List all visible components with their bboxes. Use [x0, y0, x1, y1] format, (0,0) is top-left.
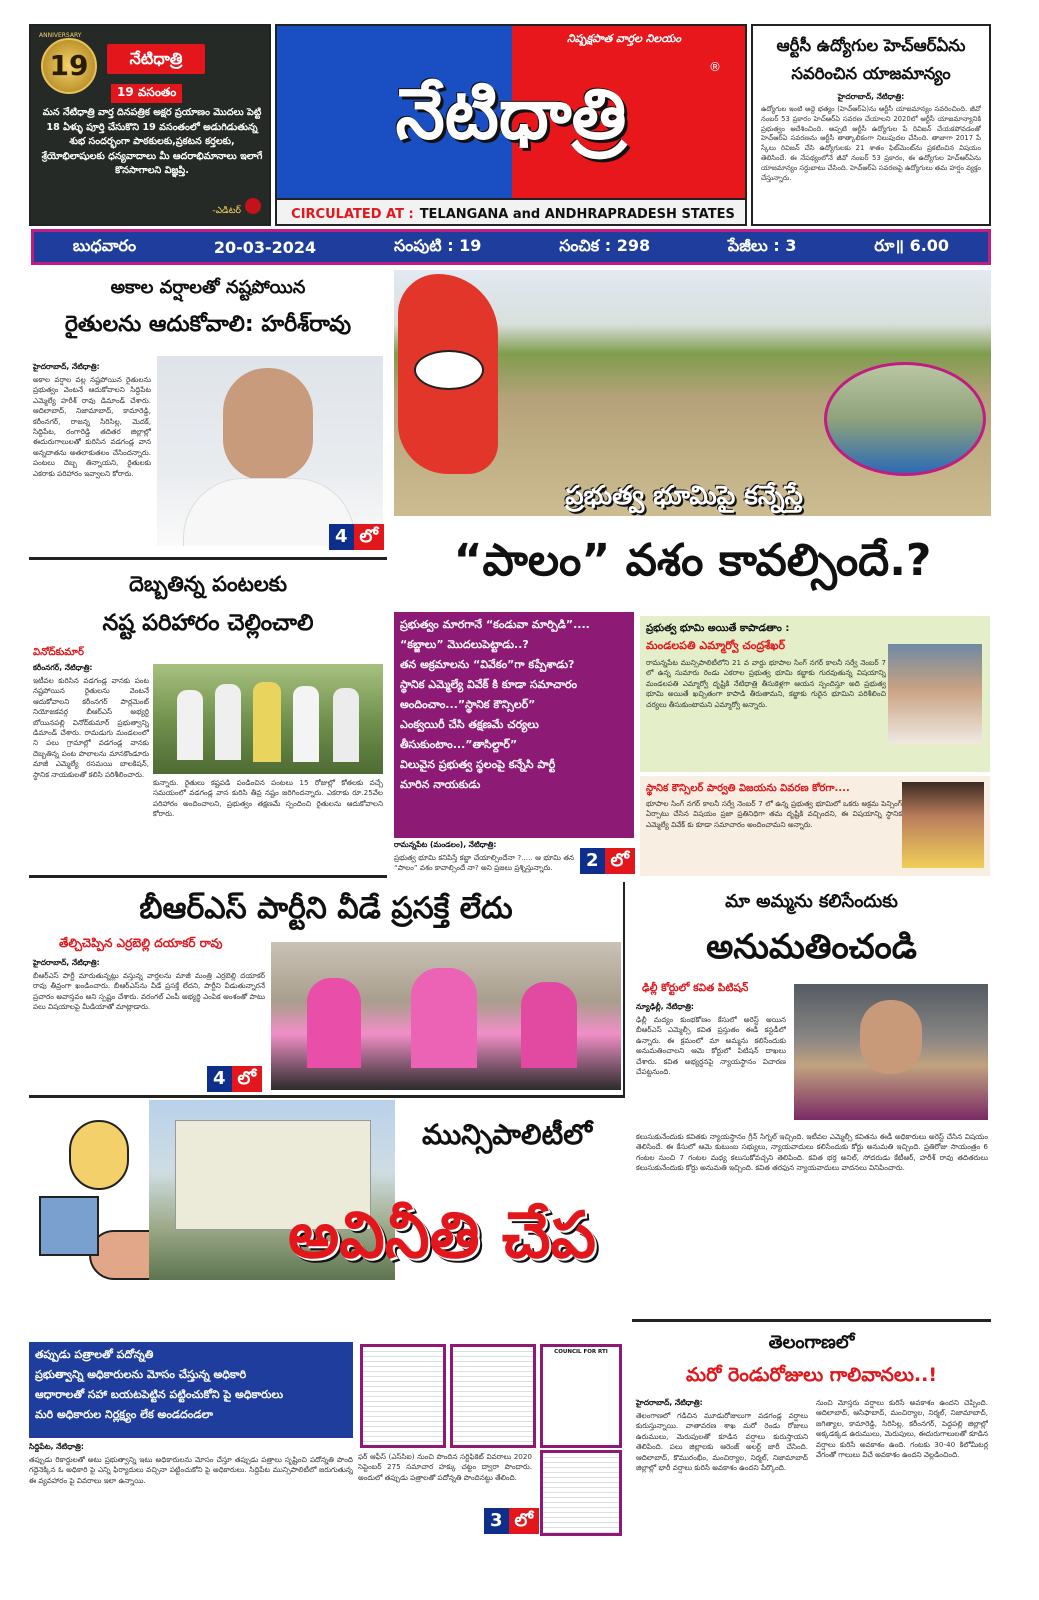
side2-title: స్థానిక కౌన్సిలర్ పార్వతి విజయను వివరణ కోరగా....	[646, 783, 850, 794]
center-bullet-1: ప్రభుత్వం మారగానే “కండువా మార్పిడి”....	[400, 618, 590, 631]
center-sidebar-1	[640, 616, 990, 772]
story1-page-ref	[329, 524, 384, 550]
story1-headline-line2: రైతులను ఆదుకోవాలి: హరీశ్‌రావు	[64, 312, 352, 337]
center-page-number: 2	[580, 848, 605, 874]
story1-dateline: హైదరాబాద్, నేటిధాత్రి:	[33, 362, 100, 371]
rti-document-2	[450, 1344, 536, 1448]
muni-bullet-1: తప్పుడు పత్రాలతో పదోన్నతి	[35, 1348, 154, 1361]
kavitha-headline: అనుమతించండి	[706, 927, 917, 967]
crop-inspection-photo	[153, 664, 383, 774]
issue-info-bar	[31, 229, 991, 265]
muni-page-ref	[484, 1508, 539, 1534]
story2-headline-line1: దెబ్బతిన్న పంటలకు	[129, 572, 287, 596]
top-right-story	[751, 24, 991, 226]
muni-bullet-2: ప్రభుత్వాన్ని అధికారులను మోసం చేస్తున్న అధికారి	[35, 1368, 247, 1381]
muni-body-continued: ఫర్ ఆఫీస్ (ఎస్‌సిఐ) నుంచి పొందిన సర్టిఫికెట్ వివరాలు 2020 సెప్టెంబర్ 275 సమాచార హక్కు చట్టం ద్వారా పొందారు. అందులో తప్పుడు పత్రాలతో పదోన్నతి పొందినట్టు తేలింది.	[358, 1452, 532, 1482]
story2-byline: వినోద్‌కుమార్	[33, 647, 84, 658]
muni-bullet-4: మరి అధికారుల నిర్లక్ష్యం లేక అండదండలా	[35, 1408, 214, 1421]
muni-kicker: మున్సిపాలిటీలో	[421, 1118, 593, 1151]
story-brs	[29, 882, 625, 1098]
brs-page-number: 4	[207, 1066, 232, 1092]
center-dateline: రామన్నపేట (మండలం), నేటిధాత్రి:	[394, 840, 497, 849]
story-municipality	[29, 1100, 625, 1340]
anniversary-heading: 19 వసంతం	[111, 84, 182, 103]
muni-page-suffix: లో	[509, 1508, 540, 1534]
muni-page-number: 3	[484, 1508, 509, 1534]
center-sidebar-2	[640, 776, 990, 876]
rti-document-1	[360, 1344, 446, 1448]
circulation-strip	[277, 198, 747, 226]
tagline: నిష్పక్షపాత వార్తల నిలయం	[567, 32, 681, 45]
rain-body-continued: నుంచి మోస్తరు వర్షాలు కురిసే అవకాశం ఉందని చెప్పింది. ఆదిలాబాద్, ఆసిఫాబాద్, మంచిర్యాల, నిర్మల్, నిజామాబాద్, జగిత్యాల, కామారెడ్డి, సిరిసిల్ల, కరీంనగర్, పెద్దపల్లి జిల్లాల్లో అక్కడక్కడ ఉరుములు, మెరుపులు, ఈదురుగాలులతో కూడిన వర్షాలు కురిసే అవకాశం ఉంది. గంటకు 30-40 కిలోమీటర్ల వేగంతో గాలులు వీచే అవకాశం ఉందని వెల్లడించింది.	[816, 1398, 988, 1460]
story2-headline-line2: నష్ట పరిహారం చెల్లించాలి	[102, 610, 314, 636]
logo-title: నేటిధాత్రి	[395, 73, 627, 155]
circulated-states: TELANGANA and ANDHRAPRADESH STATES	[419, 206, 735, 222]
issue-day: బుధవారం	[72, 235, 137, 255]
side1-subtitle: మండలపతి ఎమ్మార్వో చంద్రశేఖర్	[646, 639, 785, 652]
top-right-dateline: హైదరాబాద్, నేటిధాత్రి:	[837, 92, 905, 101]
anniversary-mini-logo: నేటిధాత్రి	[107, 44, 205, 74]
kavitha-body: ఢిల్లీ మద్యం కుంభకోణం కేసులో అరెస్ట్ అయిన బీఆర్ఎస్ ఎమ్మెల్సీ కవిత ప్రస్తుతం ఈడీ కస్టడీలో ఉన్నారు. ఈ క్రమంలో మా అమ్మను కలిసేందుకు అనుమతించాలని ఆమె కోర్టులో పిటిషన్ దాఖలు చేశారు. కవిత అభ్యర్థనపై న్యాయస్థానం విచారణ చేపట్టనుంది.	[636, 1015, 786, 1077]
story2-body-continued: కున్నారు. రైతులు కష్టపడి పండించిన పంటలు 15 రోజుల్లో కోతలకు వచ్చే సమయంలో వడగండ్ల వాన కురిసి తీవ్ర నష్టం జరిగిందన్నారు. ఎకరాకు రూ.25వేల పరిహారం అందించాలని, ప్రభుత్వం తక్షణమే స్పందించి రైతులను ఆదుకోవాలని కోరారు.	[153, 778, 383, 819]
story1-body: అకాల వర్షాల వల్ల నష్టపోయిన రైతులను ప్రభుత్వం వెంటనే ఆదుకోవాలని సిద్ధిపేట ఎమ్మెల్యే హరీశ్ రావు డిమాండ్ చేశారు. ఆదిలాబాద్, నిజామాబాద్, కామారెడ్డి, కరీంనగర్, రాజన్న సిరిసిల్ల, మెదక్, సిద్దిపేట, రంగారెడ్డి తదితర జిల్లాల్లో ఈదురుగాలులతో కురిసిన వడగండ్ల వాన అన్నదాతను అతలాకుతలం చేసిందన్నారు. పంటలు దెబ్బ తిన్నాయని, రైతులకు ఎకరాకు పరిహారం ఇవ్వాలని కోరారు.	[33, 375, 151, 478]
inset-photo	[824, 362, 986, 476]
center-page-suffix: లో	[605, 848, 636, 874]
anniversary-medal	[41, 38, 97, 94]
center-bullets-box	[394, 612, 634, 838]
center-bullet-2: “కబ్జాలు” మొదలుపెట్టాడు..?	[400, 638, 529, 651]
center-body: ప్రభుత్వ భూమి కనిపిస్తే కబ్జా చేయాల్సిందేనా ?..... ఆ భూమి తన “పాలం” వశం కావాల్సిందే నా? అని ప్రజలు ప్రశ్నిస్తున్నారు.	[394, 853, 574, 873]
center-bullet-5: అందించాం...”స్థానిక కౌన్సిలర్”	[400, 698, 536, 711]
kavitha-dateline: న్యూఢిల్లీ, నేటిధాత్రి:	[636, 1002, 694, 1011]
rti-documents	[358, 1342, 624, 1538]
center-kicker: ప్రభుత్వ భూమిపై కన్నేస్తే	[565, 481, 803, 511]
rain-headline: మరో రెండురోజులు గాలివానలు..!	[685, 1364, 938, 1386]
rain-dateline: హైదరాబాద్, నేటిధాత్రి:	[636, 1398, 703, 1407]
story-rain	[632, 1326, 991, 1540]
center-bullet-8: విలువైన ప్రభుత్వ స్థలంపై కన్నేసి పార్టీ	[400, 758, 556, 771]
anniversary-box	[29, 24, 271, 226]
rti-document-3	[540, 1344, 622, 1448]
brs-headline: బీఆర్ఎస్ పార్టీని వీడే ప్రసక్తే లేదు	[139, 891, 513, 926]
harish-rao-photo	[157, 356, 383, 546]
rti-doc-header: COUNCIL FOR RTI	[554, 1349, 608, 1355]
mro-photo	[888, 644, 982, 744]
story2-body: ఇటీవల కురిసిన వడగండ్ల వానకు పంట నష్టపోయిన రైతులను వెంటనే ఆదుకోవాలని కరీంనగర్ పార్లమెంట్ నియోజకవర్గ బీఆర్ఎస్ అభ్యర్థి బోయినపల్లి వినోద్‌కుమార్ ప్రభుత్వాన్ని డిమాండ్ చేశారు. రామడుగు మండలంలో ని పలు గ్రామాల్లో వడగండ్ల వానకు దెబ్బతిన్న పంట పొలాలను మానకొండూరు మాజీ ఎమ్మెల్యే రసమయి బాలకిషన్, స్థానిక నాయకులతో కలిసి పరిశీలించారు.	[33, 676, 149, 779]
rti-document-4	[540, 1450, 622, 1536]
story-crop-compensation	[29, 564, 387, 878]
anniversary-text: మన నేటిధాత్రి వార్త దినపత్రిక అక్షర ప్రయాణం మొదలు పెట్టి 18 ఏళ్ళు పూర్తి చేసుకొని 19 వసంతంలో అడుగిడుతున్న శుభ సందర్భంగా పాఠకులకు,ప్రకటన కర్తలకు, శ్రేయోభిలాషులకు ధన్యవాదాలు మీ ఆదరాభిమానాలు ఇలాగే కొనసాగాలని విజ్ఞప్తి.	[41, 107, 263, 177]
muni-dateline: సిద్దిపేట, నేటిధాత్రి:	[29, 1442, 84, 1451]
center-bullet-9: మారిన నాయకుడు	[400, 778, 481, 791]
story-harish-rao	[29, 270, 387, 560]
brs-dateline: హైదరాబాద్, నేటిధాత్రి:	[33, 958, 100, 967]
center-bullet-4: స్థానిక ఎమ్మెల్యే వివేక్ కి కూడా సమాచారం	[400, 678, 578, 691]
top-right-headline: ఆర్టీసీ ఉద్యోగుల హెచ్ఆర్ఏను సవరించిన యాజమాన్యం	[776, 36, 966, 83]
issue-volume: సంపుటి : 19	[393, 235, 482, 255]
issue-pages: పేజీలు : 3	[727, 235, 797, 255]
center-headline: “పాలం” వశం కావల్సిందే.?	[453, 535, 932, 586]
brs-body: బీఆర్ఎస్ పార్టీ మారుతున్నట్లు వస్తున్న వార్తలను మాజీ మంత్రి ఎర్రబెల్లి దయాకర్ రావు తీవ్రంగా ఖండించారు. బీఆర్ఎస్‌ను వీడే ప్రసక్తే లేదని, పార్టీని వీడుతున్నారనే ప్రచారం అవాస్తవం అని స్పష్టం చేశారు. వరంగల్ ఎంపీ అభ్యర్థి ఎంపిక అంశంతో పాటు పలు విషయాలపై మీడియాతో మాట్లాడారు.	[33, 971, 265, 1012]
issue-number: సంచిక : 298	[559, 235, 651, 255]
muni-bullet-3: ఆధారాలతో సహా బయటపెట్టిన పట్టించుకోని పై అధికారులు	[35, 1388, 284, 1401]
kavitha-kicker: మా అమ్మను కలిసేందుకు	[725, 891, 898, 912]
center-bullet-6: ఎంక్వయిరీ చేసి తక్షణమే చర్యలు	[400, 718, 539, 731]
center-story	[394, 470, 991, 610]
councillor-photo	[902, 782, 984, 868]
side1-body: రామన్నపేట మున్సిపాలిటీలోని 21 వ వార్డు భూపాల సింగ్ నగర్ కాలనీ సర్వే నెంబర్ 7 లో ఉన్న సుమారు రెండు ఎకరాల ప్రభుత్వ భూమి కబ్జాకు గురవుతున్న విషయాన్ని మండలపతి ఎమ్మార్వో దృష్టికి నేటిధాత్రి తీసుకెళ్లగా ఆయన స్పందిస్తూ అది ప్రభుత్వ భూమి అయితే ఖచ్చితంగా కాపాడి తీరుతామని, కబ్జాకు గురైన భూమిని పరిశీలించి చర్యలు తీసుకుంటామని ఎమ్మార్వో అన్నారు.	[646, 658, 886, 709]
muni-body: తప్పుడు రికార్డులతో అటు ప్రభుత్వాన్ని ఇటు అధికారులను మోసం చేస్తూ తప్పుడు పత్రాలు సృష్టించి పదోన్నతి పొంది గద్దెనెక్కిన ఓ అధికారి పై ఎన్ని ఫిర్యాదులు వచ్చినా పట్టించుకోని పై అధికారులు. సిద్దిపేట మున్సిపాలిటీలో జరుగుతున్న ఈ వ్యవహారం పై వివరాలు ఇలా ఉన్నాయి.	[29, 1455, 353, 1485]
muni-body-block	[29, 1442, 353, 1542]
center-bullet-3: తన అక్రమాలను “వివేకం”గా కప్పేశాడు?	[400, 658, 575, 671]
brs-press-photo	[271, 942, 621, 1090]
center-bullet-7: తీసుకుంటాం...”తాసిల్దార్”	[400, 738, 518, 751]
anniversary-signature: -ఎడిటర్	[212, 206, 241, 216]
story1-page-number: 4	[329, 524, 354, 550]
center-story-body	[394, 840, 634, 878]
rose-icon	[245, 198, 261, 214]
muni-bullets-box	[29, 1342, 353, 1438]
newspaper-logo-block	[275, 24, 747, 226]
kavitha-body-continued: కలుసుకునేందుకు కవితకు న్యాయస్థానం గ్రీన్ సిగ్నల్ ఇచ్చింది. ఇటీవల ఎమ్మెల్సీ కవితను ఈడీ అధికారులు అరెస్ట్ చేసిన విషయం తెలిసిందే. ఈ కేసులో ఆమె కుటుంబ సభ్యులు, న్యాయవాదులు కలిసేందుకు కోర్టు అనుమతి ఇచ్చింది. ప్రతిరోజు సాయంత్రం 6 గంటల నుంచి 7 గంటల మధ్య కలుసుకోవచ్చని తెలిపింది. కవిత భర్త అనిల్, సోదరుడు కేటీఆర్, హరీశ్ రావు తదితరులు కలుసుకునేందుకు కోర్టు అనుమతి ఇచ్చింది. కవిత తరఫున న్యాయవాదులు వాదనలు వినిపించారు.	[636, 1132, 988, 1173]
circulated-label: CIRCULATED AT :	[291, 206, 414, 222]
brs-page-ref	[207, 1066, 262, 1092]
story2-dateline: కరీంనగర్, నేటిధాత్రి:	[33, 663, 93, 672]
anniversary-year: 19	[49, 49, 89, 82]
story-kavitha	[632, 882, 991, 1322]
center-page-ref	[580, 848, 635, 874]
rain-body: తెలంగాణలో గడిచిన మూడురోజులుగా వడగండ్ల వర్షాలు కురుస్తున్నాయి. వాతావరణ శాఖ మరో రెండు రోజులు ఉరుములు, మెరుపులతో కూడిన వర్షాలు కురుస్తాయని తెలిపింది. పలు జిల్లాలకు ఆరెంజ్ అలర్ట్ జారీ చేసింది. ఆదిలాబాద్, కొమురంభీం, మంచిర్యాల, నిర్మల్, నిజామాబాద్ జిల్లాల్లో భారీ వర్షాలు కురిసే అవకాశం ఉందని పేర్కొంది.	[636, 1411, 808, 1473]
story1-headline-line1: అకాల వర్షాలతో నష్టపోయిన	[110, 277, 306, 298]
side2-body: భూపాల సింగ్ నగర్ కాలనీ సర్వే నెంబర్ 7 లో ఉన్న ప్రభుత్వ భూమిలో ఒకరు అక్రమ పెన్సింగ్ ఏర్పాటు చేసిన విషయం ప్రజా ప్రతినిధిగా తమ దృష్టికి వచ్చిందని, ఈ విషయాన్ని స్థానిక ఎమ్మెల్యే వివేక్ కు కూడా సమాచారం అందించామని అన్నారు.	[646, 799, 902, 829]
issue-date: 20-03-2024	[213, 237, 317, 257]
anniversary-ribbon: ANNIVERSARY	[39, 32, 82, 39]
issue-price: రూ॥ 6.00	[874, 235, 950, 255]
kavitha-photo	[794, 984, 988, 1120]
brs-subheadline: తేల్చిచెప్పిన ఎర్రబెల్లి దయాకర్ రావు	[59, 936, 223, 950]
muni-headline: అవినీతి చేప	[287, 1199, 597, 1273]
side1-title: ప్రభుత్వ భూమి అయితే కాపాడతాం :	[646, 623, 790, 634]
kavitha-subheadline: ఢిల్లీ కోర్టులో కవిత పిటిషన్	[642, 982, 749, 994]
brs-page-suffix: లో	[232, 1066, 263, 1092]
rain-kicker: తెలంగాణలో	[768, 1332, 855, 1353]
registered-mark: ®	[709, 60, 721, 74]
story1-page-suffix: లో	[354, 524, 385, 550]
top-right-body: ఉద్యోగుల ఇంటి అద్దె భత్యం (హెచ్ఆర్ఏ)ను ఆర్టీసీ యాజమాన్యం సవరించింది. జీవో నంబర్ 53 ప్రకారం హెచ్ఆర్ఏ సవరణ చేయాలని 2020లో ఆర్టీసీ యాజమాన్యానికి ప్రభుత్వం ఆదేశించింది. అప్పటి ఆర్టీసీ ఉద్యోగుల పే రివిజన్ చేయకపోవడంతో హెచ్ఆర్ఏ సవరణను ఆర్టీసీ తాత్కాలికంగా నిలుపుదల చేసింది. తాజాగా 2017 పే స్కేలు రివిజన్ చేసి ఉద్యోగులకు 21 శాతం ఫిట్‌మెంట్‌ను ప్రకటించిన విషయం తెలిసిందే. ఈ నేపథ్యంలోనే జీవో నంబర్ 53 ప్రకారం, ఈ ఉద్యోగుల హెచ్ఆర్ఏను యాజమాన్యం సర్దుబాటు చేసింది. హెచ్ఆర్ఏ సవరణపై ఉద్యోగులు తమ హర్షం వ్యక్తం చేస్తున్నారు.	[761, 105, 981, 182]
